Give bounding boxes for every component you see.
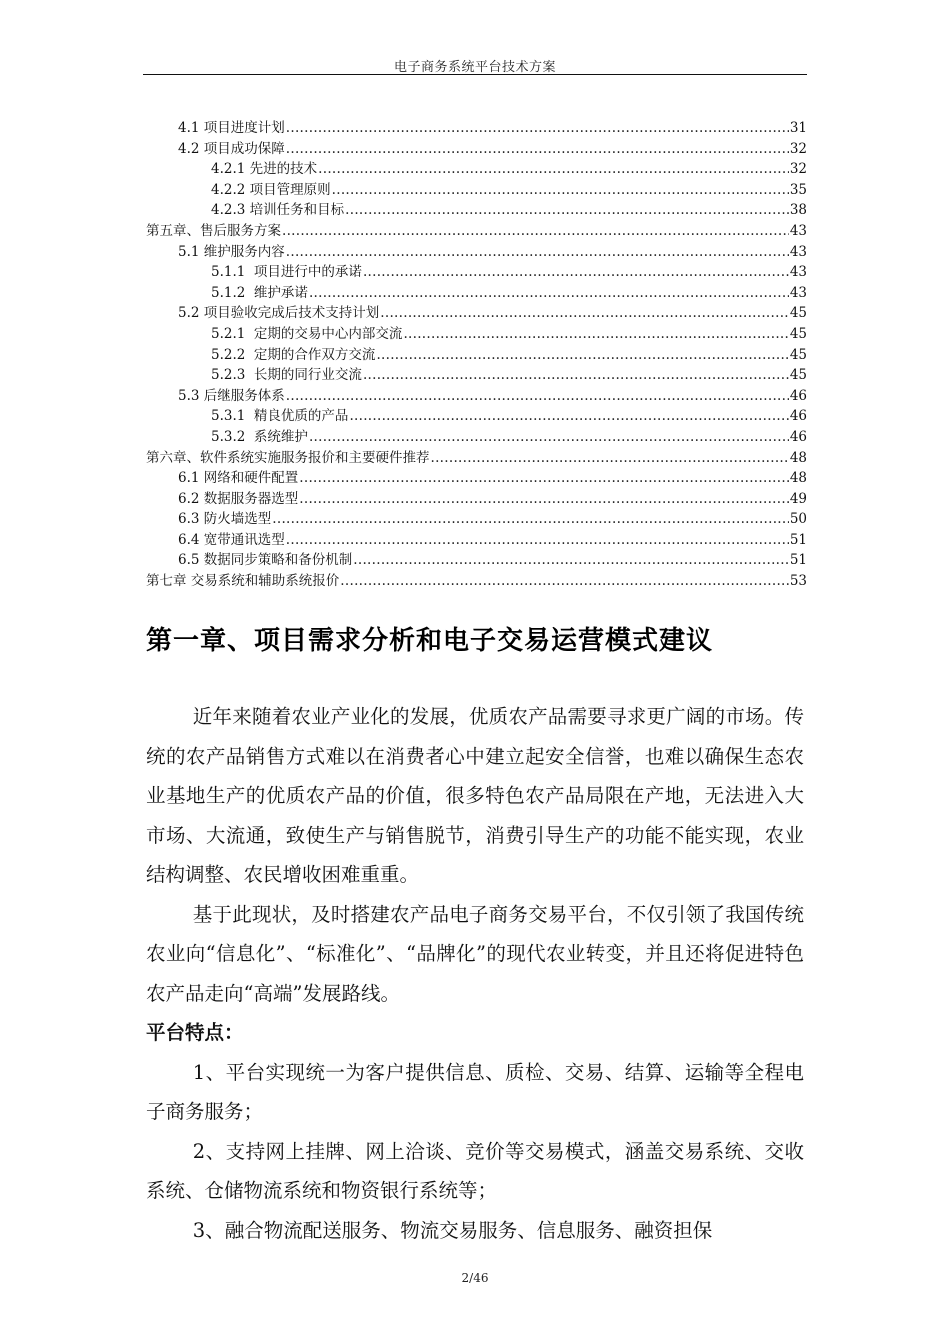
toc-entry-page-number: 46 bbox=[789, 408, 807, 425]
toc-entry-title: 5.2 项目验收完成后技术支持计划 bbox=[178, 305, 380, 322]
toc-entry[interactable] bbox=[146, 324, 807, 345]
toc-entry-page-number: 43 bbox=[789, 243, 807, 260]
toc-entry[interactable] bbox=[146, 221, 807, 242]
toc-entry-title: 4.2 项目成功保障 bbox=[178, 140, 285, 157]
toc-entry-title: 第六章、软件系统实施服务报价和主要硬件推荐 bbox=[146, 449, 430, 466]
page-number: 2/46 bbox=[461, 1271, 489, 1285]
body-paragraph: 1、平台实现统一为客户提供信息、质检、交易、结算、运输等全程电子商务服务； bbox=[146, 1060, 804, 1123]
toc-dot-leader bbox=[272, 509, 789, 529]
toc-dot-leader bbox=[286, 530, 789, 550]
section-label: 平台特点： bbox=[146, 1021, 244, 1044]
toc-entry-title: 5.1 维护服务内容 bbox=[178, 243, 285, 260]
toc-entry-title: 4.2.1 先进的技术 bbox=[211, 161, 318, 178]
toc-entry[interactable] bbox=[146, 139, 807, 160]
toc-dot-leader bbox=[363, 365, 789, 385]
header-rule bbox=[143, 74, 807, 75]
toc-entry[interactable] bbox=[146, 489, 807, 510]
toc-dot-leader bbox=[286, 118, 789, 138]
toc-entry-title: 6.4 宽带通讯选型 bbox=[178, 531, 285, 548]
toc-entry[interactable] bbox=[146, 427, 807, 448]
toc-dot-leader bbox=[299, 468, 789, 488]
toc-entry-title: 5.3.2 系统维护 bbox=[211, 428, 308, 445]
toc-entry-page-number: 45 bbox=[789, 325, 807, 342]
toc-entry-page-number: 45 bbox=[789, 346, 807, 363]
toc-entry-page-number: 43 bbox=[789, 284, 807, 301]
toc-entry[interactable] bbox=[146, 509, 807, 530]
toc-dot-leader bbox=[345, 200, 789, 220]
toc-entry-page-number: 32 bbox=[789, 140, 807, 157]
toc-dot-leader bbox=[376, 345, 788, 365]
toc-dot-leader bbox=[431, 448, 789, 468]
toc-entry[interactable] bbox=[146, 406, 807, 427]
body-paragraph: 近年来随着农业产业化的发展，优质农产品需要寻求更广阔的市场。传统的农产品销售方式难以在消费者心中建立起安全信誉，也难以确保生态农业基地生产的优质农产品的价值，很多特色农产品局限在产地，无法进入大市场、大流通，致使生产与销售脱节，消费引导生产的功能不能实现，农业结构调整、农民增收困难重重。 bbox=[146, 705, 804, 886]
toc-dot-leader bbox=[286, 386, 789, 406]
body-paragraph: 3、融合物流配送服务、物流交易服务、信息服务、融资担保 bbox=[192, 1218, 713, 1242]
toc-dot-leader bbox=[299, 489, 789, 509]
toc-entry-title: 5.1.1 项目进行中的承诺 bbox=[211, 264, 362, 281]
toc-entry-page-number: 46 bbox=[789, 387, 807, 404]
table-of-contents bbox=[146, 118, 807, 592]
toc-entry-page-number: 49 bbox=[789, 490, 807, 507]
toc-entry[interactable] bbox=[146, 159, 807, 180]
toc-entry-title: 5.3.1 精良优质的产品 bbox=[211, 408, 349, 425]
toc-entry[interactable] bbox=[146, 303, 807, 324]
toc-entry-page-number: 43 bbox=[789, 222, 807, 239]
toc-dot-leader bbox=[282, 221, 789, 241]
toc-entry-page-number: 46 bbox=[789, 428, 807, 445]
toc-entry[interactable] bbox=[146, 550, 807, 571]
toc-entry-title: 4.2.3 培训任务和目标 bbox=[211, 202, 345, 219]
toc-entry[interactable] bbox=[146, 530, 807, 551]
body-text bbox=[146, 697, 804, 1250]
toc-dot-leader bbox=[403, 324, 788, 344]
toc-dot-leader bbox=[309, 283, 789, 303]
toc-entry-title: 5.1.2 维护承诺 bbox=[211, 284, 308, 301]
toc-entry-title: 6.1 网络和硬件配置 bbox=[178, 470, 299, 487]
toc-dot-leader bbox=[340, 571, 789, 591]
toc-entry-title: 第五章、售后服务方案 bbox=[146, 222, 281, 239]
toc-dot-leader bbox=[309, 427, 789, 447]
toc-entry-page-number: 48 bbox=[789, 449, 807, 466]
toc-entry[interactable] bbox=[146, 283, 807, 304]
toc-entry-page-number: 35 bbox=[789, 181, 807, 198]
toc-entry-page-number: 32 bbox=[789, 161, 807, 178]
toc-entry-title: 5.2.1 定期的交易中心内部交流 bbox=[211, 325, 403, 342]
toc-entry-title: 5.3 后继服务体系 bbox=[178, 387, 285, 404]
toc-entry[interactable] bbox=[146, 448, 807, 469]
toc-entry-title: 第七章 交易系统和辅助系统报价 bbox=[146, 573, 340, 590]
toc-entry-title: 5.2.2 定期的合作双方交流 bbox=[211, 346, 376, 363]
toc-entry-title: 6.3 防火墙选型 bbox=[178, 511, 272, 528]
body-paragraph: 基于此现状，及时搭建农产品电子商务交易平台，不仅引领了我国传统农业向“信息化”、“标准化”、“品牌化”的现代农业转变，并且还将促进特色农产品走向“高端”发展路线。 bbox=[146, 902, 804, 1005]
toc-entry[interactable] bbox=[146, 118, 807, 139]
toc-entry-title: 4.1 项目进度计划 bbox=[178, 120, 285, 136]
toc-entry-title: 6.2 数据服务器选型 bbox=[178, 490, 299, 507]
toc-entry-page-number: 43 bbox=[789, 264, 807, 281]
toc-entry-title: 4.2.2 项目管理原则 bbox=[211, 181, 331, 198]
toc-entry[interactable] bbox=[146, 468, 807, 489]
toc-dot-leader bbox=[286, 242, 789, 262]
toc-entry[interactable] bbox=[146, 345, 807, 366]
toc-entry[interactable] bbox=[146, 386, 807, 407]
toc-dot-leader bbox=[380, 303, 789, 323]
toc-entry-page-number: 31 bbox=[789, 120, 807, 136]
toc-entry-page-number: 50 bbox=[789, 511, 807, 528]
toc-entry-page-number: 51 bbox=[789, 531, 807, 548]
toc-entry-page-number: 38 bbox=[789, 202, 807, 219]
toc-entry[interactable] bbox=[146, 365, 807, 386]
toc-dot-leader bbox=[332, 180, 789, 200]
toc-dot-leader bbox=[363, 262, 789, 282]
body-paragraph: 2、支持网上挂牌、网上洽谈、竞价等交易模式，涵盖交易系统、交收系统、仓储物流系统和物资银行系统等； bbox=[146, 1139, 804, 1202]
toc-dot-leader bbox=[286, 139, 789, 159]
toc-dot-leader bbox=[318, 159, 789, 179]
toc-entry[interactable] bbox=[146, 571, 807, 592]
toc-entry-title: 6.5 数据同步策略和备份机制 bbox=[178, 552, 353, 569]
page-header-title: 电子商务系统平台技术方案 bbox=[393, 60, 556, 75]
toc-entry[interactable] bbox=[146, 262, 807, 283]
toc-dot-leader bbox=[349, 406, 788, 426]
toc-dot-leader bbox=[353, 550, 789, 570]
toc-entry[interactable] bbox=[146, 242, 807, 263]
toc-entry-page-number: 45 bbox=[789, 305, 807, 322]
toc-entry-page-number: 51 bbox=[789, 552, 807, 569]
toc-entry-page-number: 53 bbox=[789, 573, 807, 590]
chapter-title: 第一章、项目需求分析和电子交易运营模式建议 bbox=[146, 626, 714, 656]
toc-entry[interactable] bbox=[146, 180, 807, 201]
toc-entry-page-number: 48 bbox=[789, 470, 807, 487]
toc-entry-title: 5.2.3 长期的同行业交流 bbox=[211, 367, 362, 384]
toc-entry[interactable] bbox=[146, 200, 807, 221]
toc-entry-page-number: 45 bbox=[789, 367, 807, 384]
